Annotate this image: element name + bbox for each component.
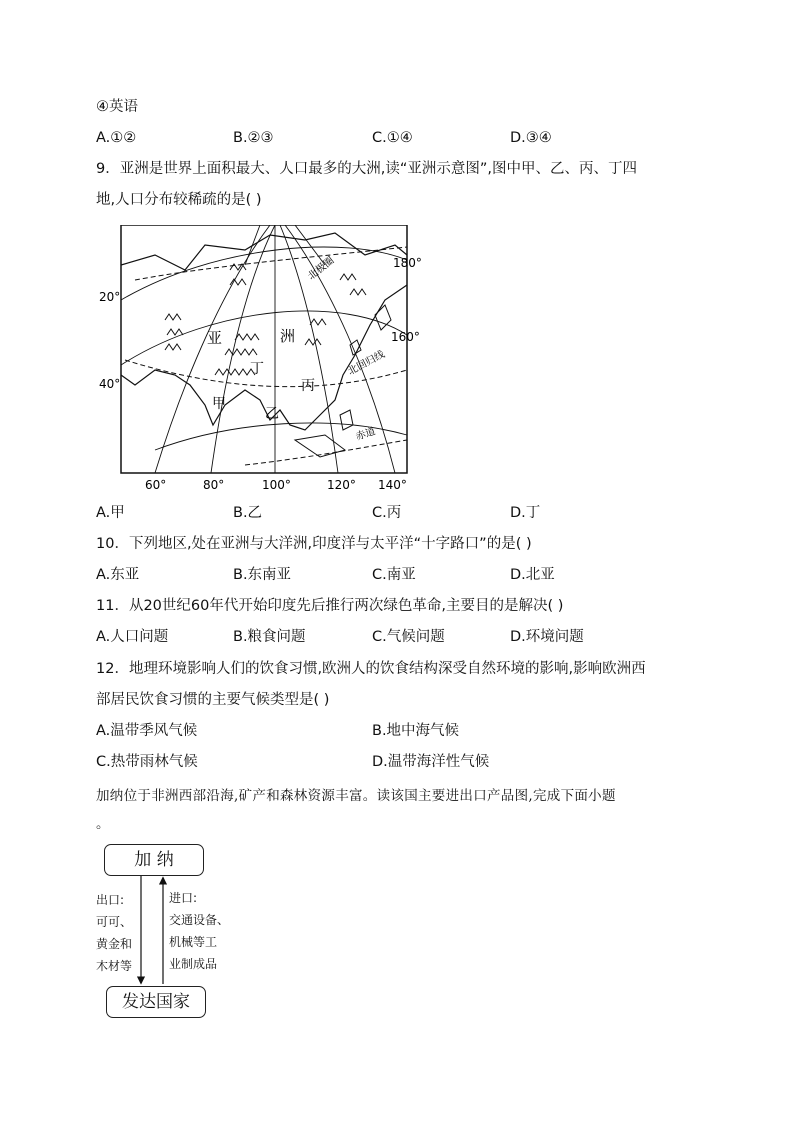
import-label-1: 进口: bbox=[169, 891, 198, 905]
map-label-arctic-circle: 北极圈 bbox=[306, 255, 337, 283]
export-label-3: 黄金和 bbox=[96, 937, 133, 951]
question-8-option-4: ④英语 bbox=[96, 99, 138, 115]
export-label-1: 出口: bbox=[96, 893, 125, 907]
q11-option-d[interactable]: D.环境问题 bbox=[510, 629, 584, 645]
q12-option-d[interactable]: D.温带海洋性气候 bbox=[372, 754, 490, 770]
q10-option-c[interactable]: C.南亚 bbox=[372, 567, 416, 583]
developed-countries-box: 发达国家 bbox=[106, 986, 206, 1018]
q9-stem-line2: 地,人口分布较稀疏的是( ) bbox=[96, 192, 262, 208]
map-lat-20: 20° bbox=[99, 290, 121, 304]
map-label-zhou: 洲 bbox=[280, 327, 296, 345]
q11-option-b[interactable]: B.粮食问题 bbox=[233, 629, 306, 645]
map-lon-160: 160° bbox=[391, 330, 420, 344]
q9-option-c[interactable]: C.丙 bbox=[372, 505, 402, 521]
q9-option-a[interactable]: A.甲 bbox=[96, 505, 125, 521]
map-lon-140: 140° bbox=[378, 478, 407, 492]
import-label-4: 业制成品 bbox=[169, 957, 218, 971]
map-label-bing: 丙 bbox=[301, 378, 315, 394]
q9-option-b[interactable]: B.乙 bbox=[233, 505, 263, 521]
map-lon-120: 120° bbox=[327, 478, 356, 492]
ghana-intro-line1: 加纳位于非洲西部沿海,矿产和森林资源丰富。读该国主要进出口产品图,完成下面小题 bbox=[96, 788, 616, 804]
map-lon-180: 180° bbox=[393, 256, 422, 270]
q8-option-a[interactable]: A.①② bbox=[96, 130, 137, 146]
q9-stem-line1: 9．亚洲是世界上面积最大、人口最多的大洲,读“亚洲示意图”,图中甲、乙、丙、丁四 bbox=[96, 161, 637, 177]
map-label-ya: 亚 bbox=[207, 329, 223, 347]
q10-stem: 10．下列地区,处在亚洲与大洋洲,印度洋与太平洋“十字路口”的是( ) bbox=[96, 536, 532, 552]
ghana-intro-line2: 。 bbox=[96, 816, 110, 832]
import-label-3: 机械等工 bbox=[169, 935, 218, 949]
map-label-equator: 赤道 bbox=[354, 426, 377, 443]
export-label-2: 可可、 bbox=[96, 915, 133, 929]
map-lon-80: 80° bbox=[203, 478, 225, 492]
q11-option-c[interactable]: C.气候问题 bbox=[372, 629, 445, 645]
q12-option-b[interactable]: B.地中海气候 bbox=[372, 723, 460, 739]
map-lon-100: 100° bbox=[262, 478, 291, 492]
export-label-4: 木材等 bbox=[96, 959, 133, 973]
map-label-ding: 丁 bbox=[250, 361, 264, 377]
ghana-box: 加 纳 bbox=[104, 844, 204, 876]
q10-option-b[interactable]: B.东南亚 bbox=[233, 567, 292, 583]
map-label-jia: 甲 bbox=[212, 396, 226, 412]
q8-option-d[interactable]: D.③④ bbox=[510, 130, 552, 146]
map-label-tropic-of-cancer: 北回归线 bbox=[346, 349, 387, 378]
map-lon-60: 60° bbox=[145, 478, 167, 492]
map-lat-40: 40° bbox=[99, 377, 121, 391]
map-label-yi: 乙 bbox=[265, 406, 279, 422]
q9-option-d[interactable]: D.丁 bbox=[510, 505, 541, 521]
q10-option-d[interactable]: D.北亚 bbox=[510, 567, 555, 583]
q12-option-c[interactable]: C.热带雨林气候 bbox=[96, 754, 198, 770]
q8-option-b[interactable]: B.②③ bbox=[233, 130, 274, 146]
ghana-trade-diagram bbox=[80, 840, 230, 1020]
asia-map bbox=[95, 225, 435, 495]
q12-stem-line1: 12．地理环境影响人们的饮食习惯,欧洲人的饮食结构深受自然环境的影响,影响欧洲西 bbox=[96, 661, 646, 677]
q11-stem: 11．从20世纪60年代开始印度先后推行两次绿色革命,主要目的是解决( ) bbox=[96, 598, 564, 614]
q11-option-a[interactable]: A.人口问题 bbox=[96, 629, 169, 645]
q12-option-a[interactable]: A.温带季风气候 bbox=[96, 723, 198, 739]
q12-stem-line2: 部居民饮食习惯的主要气候类型是( ) bbox=[96, 692, 330, 708]
q10-option-a[interactable]: A.东亚 bbox=[96, 567, 140, 583]
q8-option-c[interactable]: C.①④ bbox=[372, 130, 413, 146]
import-label-2: 交通设备、 bbox=[169, 913, 230, 927]
